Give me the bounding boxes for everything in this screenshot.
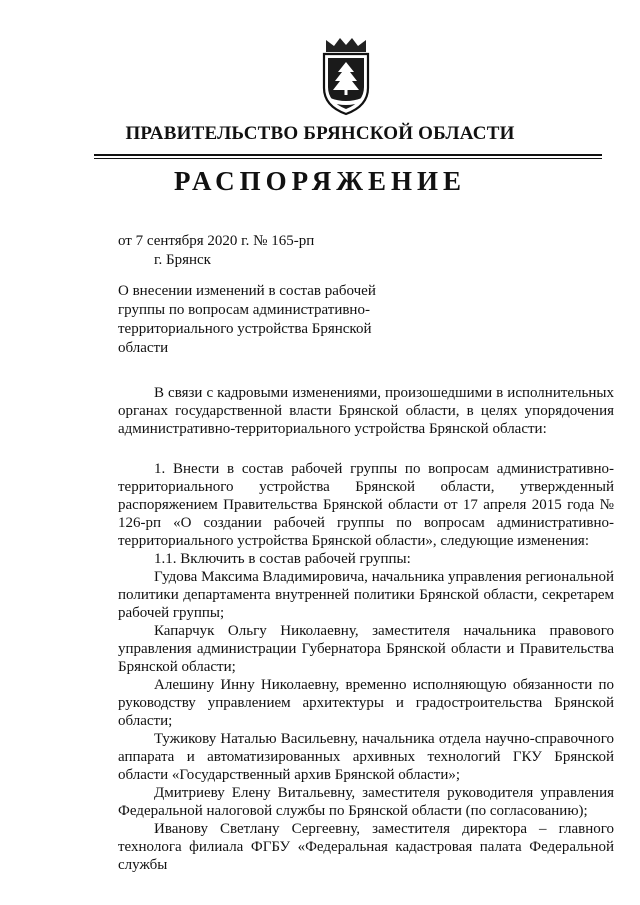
member-entry: Алешину Инну Николаевну, временно исполняющую обязанности по руководству управлением архитектуры и градостроительства Брянской области; xyxy=(118,677,614,729)
member-entry: Капарчук Ольгу Николаевну, заместителя начальника правового управления администрации Губернатора Брянской области и Правительства Брянской области; xyxy=(118,623,614,675)
member-entry: Дмитриеву Елену Витальевну, заместителя руководителя управления Федеральной налоговой службы по Брянской области (по согласованию); xyxy=(118,785,614,819)
document-subject: О внесении изменений в состав рабочей группы по вопросам административно-территориального устройства Брянской области xyxy=(118,283,376,356)
member-entry: Иванову Светлану Сергеевну, заместителя директора – главного технолога филиала ФГБУ «Федеральная кадастровая палата Федеральной службы xyxy=(118,821,614,873)
document-body xyxy=(118,384,614,874)
header-double-rule-thin xyxy=(94,158,602,159)
coat-of-arms-icon xyxy=(316,36,376,116)
item-1-paragraph: 1. Внести в состав рабочей группы по вопросам административно-территориального устройства Брянской области, утвержденный распоряжением Правительства Брянской области от 17 апреля 2015 года № 126-рп «О создании рабочей группы по вопросам административно-территориального устройства Брянской области», следующие изменения: xyxy=(118,461,614,549)
member-entry: Гудова Максима Владимировича, начальника управления региональной политики департамента внутренней политики Брянской области, секретарем рабочей группы; xyxy=(118,569,614,621)
document-type-title: РАСПОРЯЖЕНИЕ xyxy=(173,166,467,196)
organization-name: ПРАВИТЕЛЬСТВО БРЯНСКОЙ ОБЛАСТИ xyxy=(125,123,515,144)
document-city: г. Брянск xyxy=(154,252,211,268)
header-double-rule xyxy=(94,154,602,156)
document-date-number: от 7 сентября 2020 г. № 165-рп xyxy=(118,233,315,249)
preamble-paragraph: В связи с кадровыми изменениями, произошедшими в исполнительных органах государственной власти Брянской области, в целях упорядочения административно-территориального устройства Брянской области: xyxy=(118,385,614,437)
member-entry: Тужикову Наталью Васильевну, начальника отдела научно-справочного аппарата и автоматизированных архивных технологий ГКУ Брянской области «Государственный архив Брянской области»; xyxy=(118,731,614,783)
item-1-1-paragraph: 1.1. Включить в состав рабочей группы: xyxy=(154,551,411,567)
